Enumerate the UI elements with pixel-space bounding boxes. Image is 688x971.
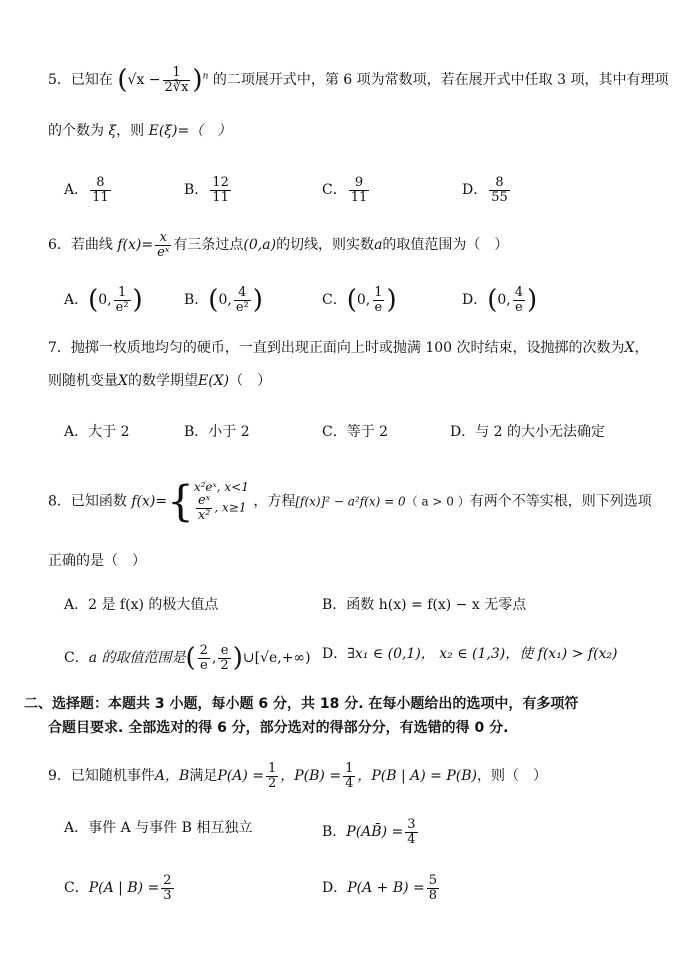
fraction bbox=[210, 176, 231, 204]
option-label: A． bbox=[64, 292, 89, 309]
option-label: D． bbox=[462, 182, 488, 199]
right-paren: ) bbox=[527, 285, 538, 316]
variable-xi: ξ bbox=[108, 123, 117, 139]
option-label: D． bbox=[462, 292, 488, 309]
fraction-numerator: 1 bbox=[345, 761, 354, 776]
fraction-numerator: 2 bbox=[163, 873, 172, 888]
question-5-text-2: 的个数为 bbox=[48, 123, 104, 139]
question-6-line bbox=[48, 231, 508, 259]
question-6-text-3: 的取值范围为（ ） bbox=[382, 237, 509, 254]
fraction-numerator: 8 bbox=[495, 175, 504, 190]
fraction-numerator: eˣ bbox=[197, 493, 211, 509]
q9-option-c[interactable] bbox=[64, 874, 176, 902]
fraction bbox=[155, 231, 171, 259]
option-text: 事件 A 与事件 B 相互独立 bbox=[88, 820, 253, 836]
interval-start: 0, bbox=[218, 292, 232, 309]
fraction bbox=[372, 286, 384, 314]
fraction-denominator: 2∛x bbox=[164, 79, 189, 95]
q6-option-c[interactable] bbox=[322, 286, 397, 314]
fraction-numerator: 1 bbox=[374, 285, 383, 300]
prob-a: P(A) = bbox=[217, 768, 264, 785]
question-7-text-4: （ ） bbox=[229, 373, 272, 389]
q9-option-b[interactable] bbox=[322, 818, 420, 846]
question-5-line-1 bbox=[48, 66, 668, 94]
fraction-denominator: 4 bbox=[407, 831, 416, 847]
question-8-line-1 bbox=[48, 476, 652, 526]
question-5-text: 的二项展开式中，第 6 项为常数项，若在展开式中任取 3 项，其中有理项 bbox=[212, 72, 669, 89]
fraction-numerator: 8 bbox=[96, 175, 105, 190]
question-8-line-2 bbox=[48, 551, 146, 571]
right-paren: ) bbox=[132, 285, 143, 316]
fraction bbox=[114, 286, 131, 314]
question-8-text-3: 正确的是（ ） bbox=[48, 553, 146, 569]
fraction bbox=[234, 286, 251, 314]
question-8-text-2: 有两个不等实根，则下列选项 bbox=[469, 493, 652, 510]
fraction-denominator: 55 bbox=[491, 189, 508, 205]
equation: [f(x)]² − a²f(x) = 0 bbox=[295, 494, 406, 509]
punctuation: ， bbox=[634, 340, 649, 356]
option-label: D． bbox=[450, 424, 476, 440]
question-7-line-1 bbox=[48, 338, 649, 358]
option-text: 函数 h(x) = f(x) − x 无零点 bbox=[346, 597, 527, 613]
option-label: C． bbox=[322, 182, 347, 199]
prob-b: ，P(B) = bbox=[280, 768, 342, 785]
option-label: C． bbox=[322, 424, 347, 440]
interval-start: 0, bbox=[497, 292, 511, 309]
right-paren: ) bbox=[252, 285, 263, 316]
option-label: C． bbox=[64, 650, 89, 667]
option-label: B． bbox=[184, 182, 209, 199]
fraction-denominator: eˣ bbox=[157, 244, 170, 260]
option-text: 大于 2 bbox=[88, 424, 130, 440]
left-paren: ( bbox=[346, 285, 357, 316]
fraction-numerator: 9 bbox=[354, 175, 364, 190]
question-7-line-2 bbox=[48, 371, 271, 391]
fraction bbox=[489, 176, 510, 204]
left-paren: ( bbox=[117, 65, 128, 96]
option-label: A． bbox=[64, 597, 89, 613]
fraction-numerator: 3 bbox=[407, 817, 416, 832]
interval-start: 0, bbox=[98, 292, 112, 309]
option-text: 与 2 的大小无法确定 bbox=[475, 424, 606, 440]
left-paren: ( bbox=[88, 285, 99, 316]
option-text: 等于 2 bbox=[346, 424, 389, 440]
fraction bbox=[349, 176, 370, 204]
question-5-line-2 bbox=[48, 121, 231, 141]
fraction bbox=[196, 494, 213, 522]
question-6-text: 有三条过点 bbox=[173, 237, 244, 254]
fraction bbox=[161, 874, 173, 902]
fraction-denominator: 11 bbox=[92, 189, 109, 205]
left-brace: { bbox=[167, 476, 194, 526]
question-8-number: 8．已知函数 bbox=[48, 493, 127, 510]
right-paren: ) bbox=[192, 65, 203, 96]
question-6-number: 6．若曲线 bbox=[48, 237, 113, 254]
fraction-numerator: 4 bbox=[514, 285, 524, 300]
question-9-text: 满足 bbox=[189, 768, 218, 785]
option-label: C． bbox=[64, 880, 89, 897]
option-text: 2 是 f(x) 的极大值点 bbox=[88, 597, 219, 613]
q6-option-d[interactable] bbox=[462, 286, 537, 314]
expr-term: √x − bbox=[127, 72, 161, 89]
piece-2 bbox=[194, 494, 249, 522]
q6-option-a[interactable] bbox=[64, 286, 143, 314]
question-9-line bbox=[48, 762, 547, 790]
question-7-text: 7．抛掷一枚质地均匀的硬币，一直到出现正面向上时或抛满 100 次时结束，设抛掷的次数为 bbox=[48, 340, 625, 356]
option-label: A． bbox=[64, 820, 89, 836]
fraction-denominator: 4 bbox=[345, 775, 354, 791]
fraction-denominator: x² bbox=[197, 508, 211, 524]
fraction-numerator: 4 bbox=[238, 285, 247, 300]
exponent: n bbox=[202, 71, 209, 82]
q7-option-b[interactable] bbox=[184, 422, 250, 442]
option-label: B． bbox=[184, 292, 209, 309]
option-text: 小于 2 bbox=[208, 424, 250, 440]
fraction-denominator: 8 bbox=[428, 887, 438, 903]
fraction-numerator: 1 bbox=[117, 285, 127, 300]
option-label: C． bbox=[322, 292, 347, 309]
question-7-text-3: 的数学期望 bbox=[127, 373, 198, 389]
option-label: B． bbox=[322, 597, 347, 613]
q5-option-d[interactable] bbox=[462, 176, 512, 204]
conditional-prob: ，P(B | A) = P(B) bbox=[357, 768, 477, 785]
option-label: D． bbox=[322, 646, 348, 662]
fraction-denominator: 11 bbox=[212, 189, 229, 205]
expectation: E(ξ)=（ ） bbox=[148, 123, 232, 139]
q8-option-b[interactable] bbox=[322, 595, 526, 615]
fraction-numerator: x bbox=[159, 230, 167, 245]
fraction bbox=[405, 818, 417, 846]
fraction bbox=[513, 286, 525, 314]
option-label: B． bbox=[184, 424, 209, 440]
interval-start: 0, bbox=[356, 292, 371, 309]
question-5-number: 5．已知在 bbox=[48, 72, 113, 89]
question-9-text-2: ，则（ ） bbox=[476, 768, 547, 785]
option-label: A． bbox=[64, 182, 89, 199]
q7-option-d[interactable] bbox=[450, 422, 605, 442]
fraction-numerator: 2 bbox=[199, 643, 208, 658]
fraction-denominator: 2 bbox=[267, 775, 277, 791]
option-text: P(AB̄) = bbox=[346, 824, 404, 841]
q9-option-d[interactable] bbox=[322, 874, 441, 902]
option-text: P(A | B) = bbox=[88, 880, 160, 897]
section-2-header-line-2: 合题目要求. 全部选对的得 6 分，部分选对的得部分分，有选错的得 0 分. bbox=[48, 720, 509, 736]
q7-option-c[interactable] bbox=[322, 422, 388, 442]
fraction-denominator: e bbox=[374, 299, 383, 315]
option-label: B． bbox=[322, 824, 347, 841]
events: A，B bbox=[154, 768, 190, 785]
fraction-numerator: 12 bbox=[212, 175, 229, 190]
function-expr: f(x)= bbox=[131, 493, 168, 510]
question-8-text: ，方程 bbox=[253, 493, 296, 510]
q8-option-a[interactable] bbox=[64, 595, 218, 615]
section-2-header-line-1: 二、选择题：本题共 3 小题，每小题 6 分，共 18 分. 在每小题给出的选项中，有多项符 bbox=[24, 696, 579, 712]
q8-option-d[interactable] bbox=[322, 644, 618, 664]
point-expr: (0,a) bbox=[243, 237, 277, 254]
q5-option-c[interactable] bbox=[322, 176, 371, 204]
fraction-denominator: e² bbox=[115, 299, 129, 315]
condition: （ a > 0 ） bbox=[405, 494, 470, 509]
fraction-numerator: 5 bbox=[428, 873, 438, 888]
fraction bbox=[218, 644, 230, 672]
option-label: A． bbox=[64, 424, 89, 440]
fraction-denominator: e² bbox=[235, 299, 249, 315]
fraction bbox=[198, 644, 210, 672]
fraction-denominator: 11 bbox=[350, 189, 368, 205]
fraction bbox=[427, 874, 439, 902]
fraction bbox=[343, 762, 355, 790]
question-6-text-2: 的切线，则实数 bbox=[276, 237, 375, 254]
q9-option-a[interactable] bbox=[64, 818, 252, 838]
q8-option-c[interactable]: C．a 的取值范围是( $\frac{2}{e}$ , $\frac{e}{2}$ )∪[√e,+∞) bbox=[64, 643, 311, 674]
interval-union: ∪[√e,+∞) bbox=[242, 650, 311, 667]
option-text: ∃x₁ ∈ (0,1)， x₂ ∈ (1,3)，使 f(x₁) > f(x₂) bbox=[347, 646, 618, 662]
right-paren: ) bbox=[386, 285, 397, 316]
fraction-numerator: 1 bbox=[267, 761, 277, 776]
q5-option-b[interactable] bbox=[184, 176, 233, 204]
fraction-numerator: e bbox=[220, 643, 229, 658]
question-7-text-2: 则随机变量 bbox=[48, 373, 118, 389]
q5-option-a[interactable] bbox=[64, 176, 113, 204]
question-5-text-3: ，则 bbox=[116, 123, 145, 139]
option-label: D． bbox=[322, 880, 348, 897]
fraction-denominator: 3 bbox=[163, 887, 172, 903]
fraction bbox=[266, 762, 278, 790]
fraction bbox=[90, 176, 111, 204]
variable-a: a bbox=[374, 237, 383, 254]
fraction-denominator: e bbox=[515, 299, 523, 315]
fraction bbox=[163, 66, 191, 94]
variable-x: X bbox=[118, 373, 128, 389]
fraction-denominator: e bbox=[199, 657, 208, 673]
expectation: E(X) bbox=[197, 373, 230, 389]
variable-x: X bbox=[624, 340, 635, 356]
option-text: P(A + B) = bbox=[347, 880, 425, 897]
fraction-numerator: 1 bbox=[172, 65, 181, 80]
q7-option-a[interactable] bbox=[64, 422, 129, 442]
piecewise-function bbox=[194, 480, 249, 523]
fraction-denominator: 2 bbox=[220, 657, 229, 673]
function-expr: f(x)= bbox=[117, 237, 154, 254]
option-text: a 的取值范围是 bbox=[88, 650, 186, 667]
question-9-number: 9．已知随机事件 bbox=[48, 768, 155, 785]
left-paren: ( bbox=[185, 643, 196, 674]
left-paren: ( bbox=[487, 285, 498, 316]
piece-1: x²eˣ, x<1 bbox=[193, 480, 249, 494]
piece-2-condition: , x≥1 bbox=[214, 501, 247, 516]
q6-option-b[interactable] bbox=[184, 286, 263, 314]
left-paren: ( bbox=[208, 285, 219, 316]
right-paren: ) bbox=[232, 643, 243, 674]
